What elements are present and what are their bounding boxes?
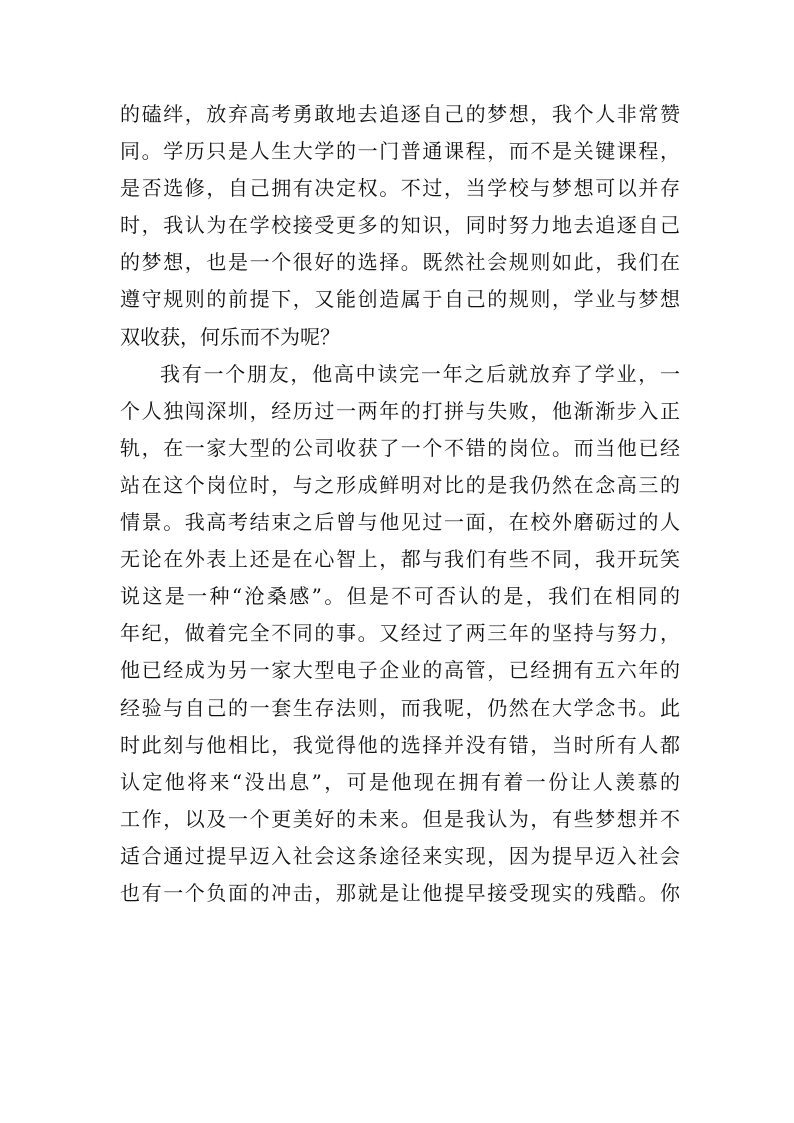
text-line: 工作，以及一个更美好的未来。但是我认为，有些梦想并不: [120, 806, 680, 831]
text-line: 轨，在一家大型的公司收获了一个不错的岗位。而当他已经: [120, 435, 680, 460]
text-line: 遵守规则的前提下，又能创造属于自己的规则，学业与梦想: [120, 287, 680, 312]
text-line: 他已经成为另一家大型电子企业的高管，已经拥有五六年的: [120, 658, 680, 683]
text-line: 的梦想，也是一个很好的选择。既然社会规则如此，我们在: [120, 250, 680, 275]
text-line: 年纪，做着完全不同的事。又经过了两三年的坚持与努力，: [120, 621, 680, 646]
text-line: 是否选修，自己拥有决定权。不过，当学校与梦想可以并存: [120, 176, 680, 201]
text-line: 的磕绊，放弃高考勇敢地去追逐自己的梦想，我个人非常赞: [120, 102, 680, 126]
text-line: 同。学历只是人生大学的一门普通课程，而不是关键课程，: [120, 139, 680, 164]
text-line: 说这是一种“沧桑感”。但是不可否认的是，我们在相同的: [120, 584, 680, 609]
text-line: 经验与自己的一套生存法则，而我呢，仍然在大学念书。此: [120, 695, 680, 720]
text-line: 时，我认为在学校接受更多的知识，同时努力地去追逐自己: [120, 213, 680, 238]
text-line: 无论在外表上还是在心智上，都与我们有些不同，我开玩笑: [120, 547, 680, 572]
paragraph-start-line: 我有一个朋友，他高中读完一年之后就放弃了学业，一: [160, 361, 680, 386]
text-line: 情景。我高考结束之后曾与他见过一面，在校外磨砺过的人: [120, 510, 680, 535]
text-line: 个人独闯深圳，经历过一两年的打拼与失败，他渐渐步入正: [120, 398, 680, 423]
text-line: 站在这个岗位时，与之形成鲜明对比的是我仍然在念高三的: [120, 472, 680, 497]
text-line: 适合通过提早迈入社会这条途径来实现，因为提早迈入社会: [120, 843, 680, 868]
text-line: 双收获，何乐而不为呢？: [120, 324, 340, 349]
text-line: 也有一个负面的冲击，那就是让他提早接受现实的残酷。你: [120, 880, 680, 905]
text-line: 时此刻与他相比，我觉得他的选择并没有错，当时所有人都: [120, 732, 680, 757]
body-text: [120, 96, 680, 912]
text-line: 认定他将来“没出息”，可是他现在拥有着一份让人羡慕的: [120, 769, 680, 794]
